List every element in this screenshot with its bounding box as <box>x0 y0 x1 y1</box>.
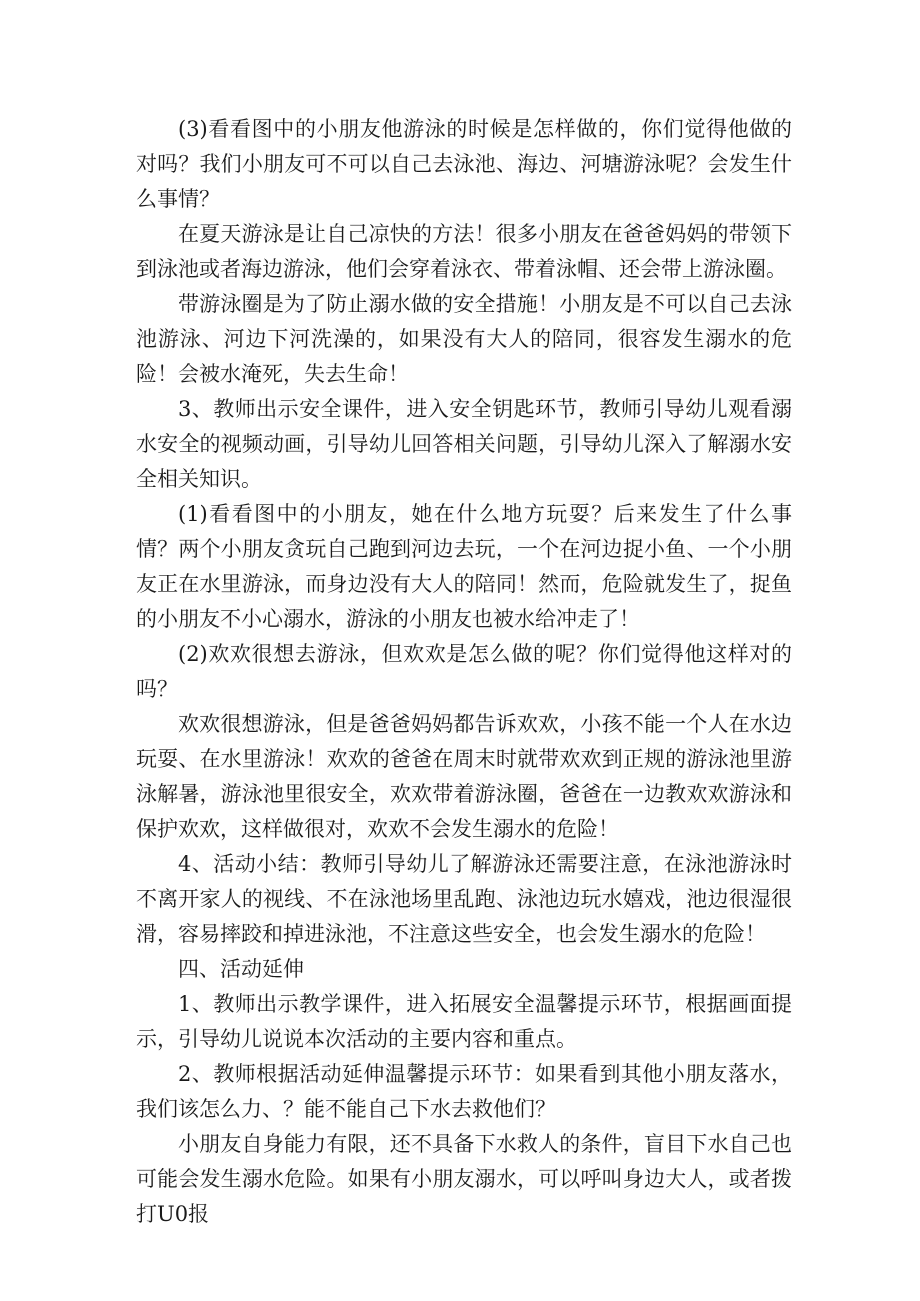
section-heading-extension: 四、活动延伸 <box>178 957 304 981</box>
paragraph-step-3: 3、教师出示安全课件，进入安全钥匙环节，教师引导幼儿观看溺水安全的视频动画，引导幼儿回答相关问题，引导幼儿深入了解溺水安全相关知识。 <box>136 397 792 491</box>
paragraph-huanhuan-story: 欢欢很想游泳，但是爸爸妈妈都告诉欢欢，小孩不能一个人在水边玩耍、在水里游泳！欢欢的爸爸在周末时就带欢欢到正规的游泳池里游泳解暑，游泳池里很安全，欢欢带着游泳圈，爸爸在一边教欢欢游泳和保护欢欢，这样做很对，欢欢不会发生溺水的危险！ <box>136 712 792 841</box>
document-body <box>136 112 792 1232</box>
paragraph-question-1: (1)看看图中的小朋友，她在什么地方玩耍？后来发生了什么事情？两个小朋友贪玩自己跑到河边去玩，一个在河边捉小鱼、一个小朋友正在水里游泳，而身边没有大人的陪同！然而，危险就发生了，捉鱼的小朋友不小心溺水，游泳的小朋友也被水给冲走了！ <box>136 502 792 631</box>
paragraph-question-2: (2)欢欢很想去游泳，但欢欢是怎么做的呢？你们觉得他这样对的吗？ <box>136 642 792 701</box>
paragraph-extension-2: 2、教师根据活动延伸温馨提示环节：如果看到其他小朋友落水，我们该怎么力、？能不能自己下水去救他们？ <box>136 1062 792 1121</box>
paragraph-step-4-summary: 4、活动小结：教师引导幼儿了解游泳还需要注意，在泳池游泳时不离开家人的视线、不在泳池场里乱跑、泳池边玩水嬉戏，池边很湿很滑，容易摔跤和掉进泳池，不注意这些安全，也会发生溺水的危险！ <box>136 852 792 946</box>
paragraph-question-3: (3)看看图中的小朋友他游泳的时候是怎样做的，你们觉得他做的对吗？我们小朋友可不可以自己去泳池、海边、河塘游泳呢？会发生什么事情？ <box>136 117 792 211</box>
paragraph-rescue-advice: 小朋友自身能力有限，还不具备下水救人的条件，盲目下水自己也可能会发生溺水危险。如果有小朋友溺水，可以呼叫身边大人，或者拨打U0报 <box>136 1132 792 1226</box>
paragraph-extension-1: 1、教师出示教学课件，进入拓展安全温馨提示环节，根据画面提示，引导幼儿说说本次活动的主要内容和重点。 <box>136 992 792 1051</box>
paragraph-summer-swimming: 在夏天游泳是让自己凉快的方法！很多小朋友在爸爸妈妈的带领下到泳池或者海边游泳，他们会穿着泳衣、带着泳帽、还会带上游泳圈。 <box>136 222 792 281</box>
paragraph-swim-ring-safety: 带游泳圈是为了防止溺水做的安全措施！小朋友是不可以自己去泳池游泳、河边下河洗澡的，如果没有大人的陪同，很容发生溺水的危险！会被水淹死，失去生命！ <box>136 292 792 386</box>
